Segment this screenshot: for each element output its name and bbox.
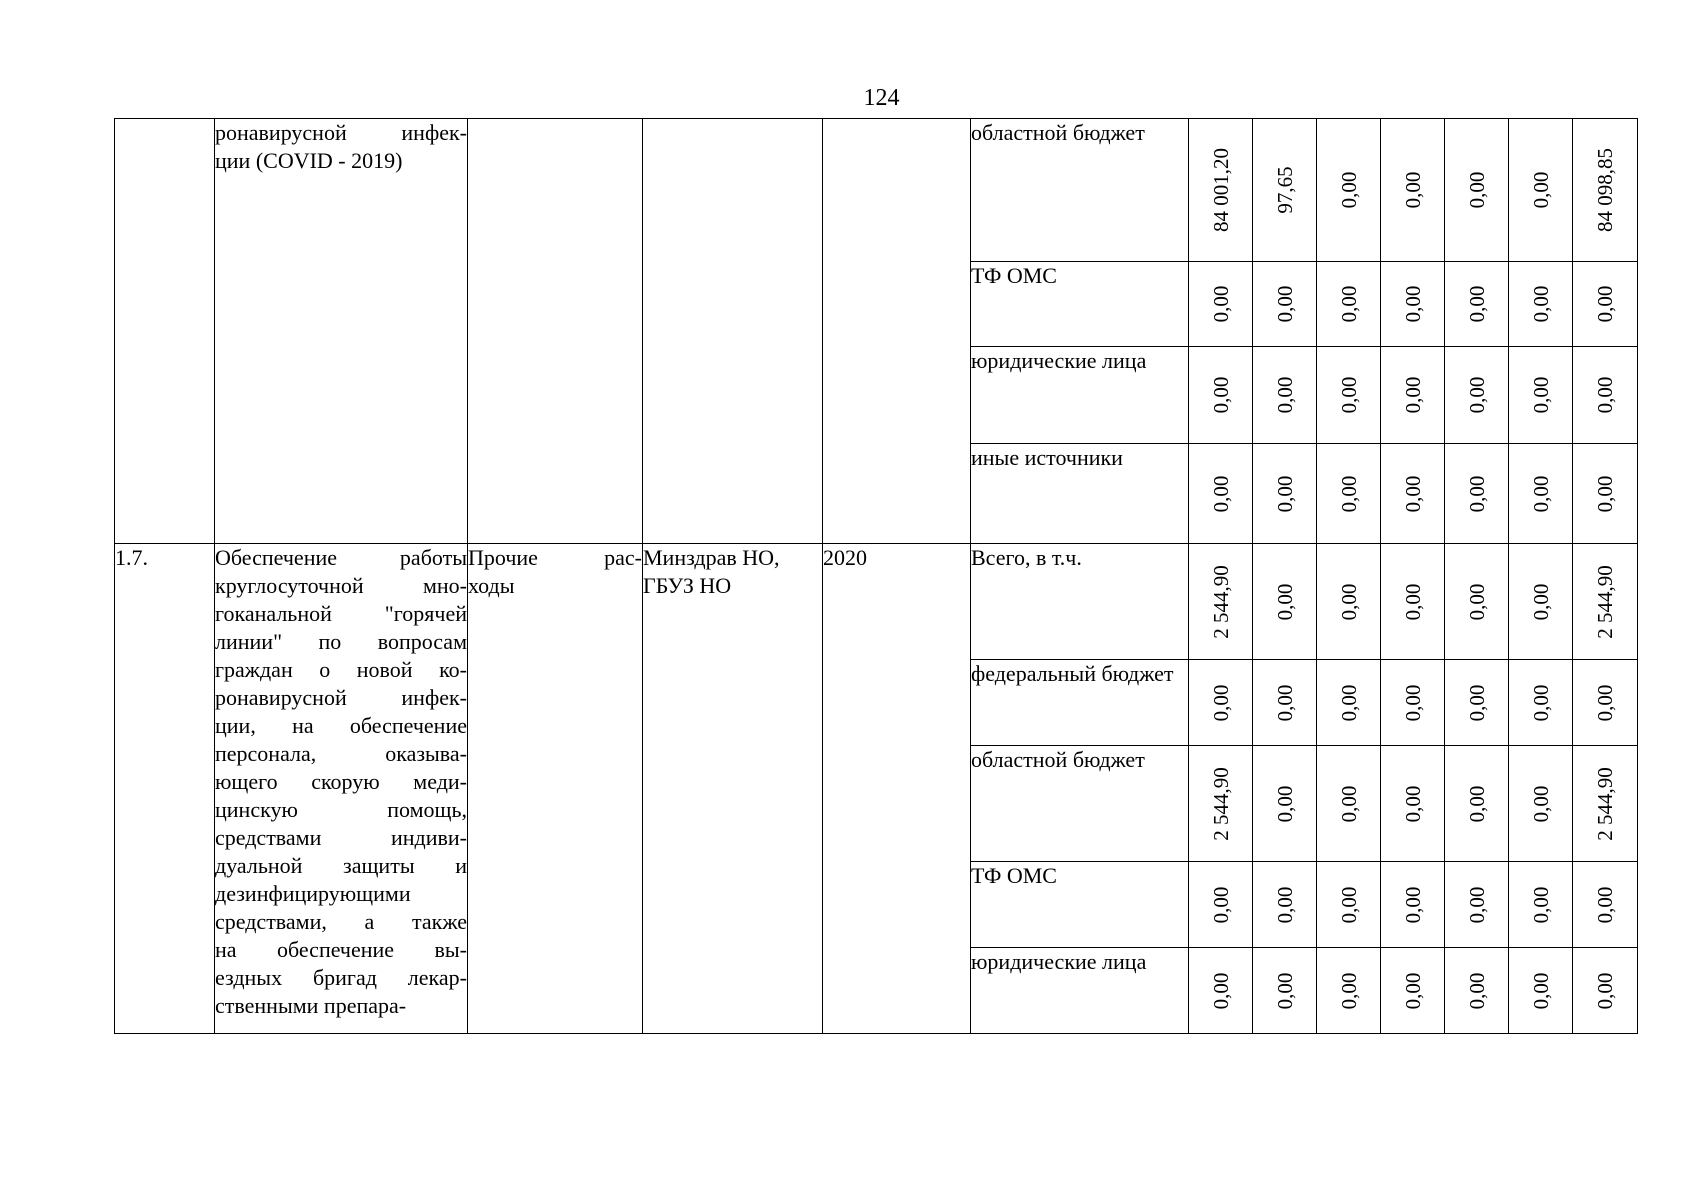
amount-cell bbox=[1573, 660, 1638, 746]
amount-value: 0,00 bbox=[1528, 684, 1553, 721]
measure-description-line: круглосуточной мно- bbox=[215, 573, 467, 598]
amount-cell bbox=[1509, 544, 1573, 660]
expense-category-cell bbox=[468, 119, 643, 544]
amount-value: 0,00 bbox=[1272, 972, 1297, 1009]
amount-cell bbox=[1573, 544, 1638, 660]
amount-value: 0,00 bbox=[1272, 285, 1297, 323]
amount-cell bbox=[1253, 660, 1317, 746]
measure-description-line: цинскую помощь, bbox=[215, 797, 467, 822]
amount-cell bbox=[1317, 862, 1381, 948]
amount-value: 0,00 bbox=[1400, 785, 1425, 822]
amount-value: 0,00 bbox=[1208, 886, 1233, 923]
amount-cell bbox=[1573, 862, 1638, 948]
amount-value: 97,65 bbox=[1272, 166, 1297, 214]
funding-source-cell: федеральный бюджет bbox=[971, 660, 1189, 746]
amount-value: 0,00 bbox=[1400, 972, 1425, 1009]
amount-cell bbox=[1253, 746, 1317, 862]
amount-value: 2 544,90 bbox=[1208, 564, 1233, 639]
amount-cell bbox=[1573, 347, 1638, 444]
amount-value: 0,00 bbox=[1464, 475, 1489, 512]
amount-value: 0,00 bbox=[1336, 171, 1361, 209]
amount-cell bbox=[1509, 746, 1573, 862]
amount-cell bbox=[1445, 262, 1509, 347]
amount-cell bbox=[1317, 660, 1381, 746]
table-row bbox=[115, 544, 1638, 660]
amount-value: 0,00 bbox=[1336, 886, 1361, 923]
amount-cell bbox=[1189, 948, 1253, 1034]
amount-cell bbox=[1445, 746, 1509, 862]
amount-value: 0,00 bbox=[1208, 376, 1233, 414]
amount-value: 0,00 bbox=[1593, 376, 1617, 414]
amount-value: 0,00 bbox=[1593, 886, 1617, 923]
amount-cell bbox=[1381, 660, 1445, 746]
amount-value: 2 544,90 bbox=[1208, 766, 1233, 841]
amount-value: 0,00 bbox=[1464, 171, 1489, 209]
amount-value: 0,00 bbox=[1400, 171, 1425, 209]
amount-cell bbox=[1317, 746, 1381, 862]
row-number-cell: 1.7. bbox=[115, 544, 215, 1034]
budget-table bbox=[114, 118, 1638, 1034]
amount-cell bbox=[1189, 862, 1253, 948]
amount-cell bbox=[1381, 262, 1445, 347]
measure-description bbox=[215, 544, 468, 1034]
amount-value: 0,00 bbox=[1593, 972, 1617, 1009]
funding-source-cell: юридические лица bbox=[971, 948, 1189, 1034]
row-number-cell bbox=[115, 119, 215, 544]
amount-cell bbox=[1509, 660, 1573, 746]
amount-cell bbox=[1509, 444, 1573, 544]
amount-cell bbox=[1573, 746, 1638, 862]
amount-cell bbox=[1509, 948, 1573, 1034]
amount-value: 0,00 bbox=[1464, 785, 1489, 822]
amount-cell bbox=[1381, 862, 1445, 948]
amount-cell bbox=[1253, 948, 1317, 1034]
amount-value: 0,00 bbox=[1272, 684, 1297, 721]
amount-value: 0,00 bbox=[1528, 376, 1553, 414]
amount-cell bbox=[1189, 660, 1253, 746]
amount-cell bbox=[1253, 544, 1317, 660]
amount-value: 84 001,20 bbox=[1208, 148, 1233, 232]
amount-cell bbox=[1253, 119, 1317, 262]
measure-description-line: дуальной защиты и bbox=[215, 853, 467, 878]
amount-value: 0,00 bbox=[1208, 285, 1233, 323]
amount-value: 2 544,90 bbox=[1593, 564, 1617, 639]
amount-value: 0,00 bbox=[1336, 583, 1361, 620]
year-cell bbox=[823, 119, 971, 544]
amount-value: 0,00 bbox=[1464, 583, 1489, 620]
amount-cell bbox=[1445, 862, 1509, 948]
amount-value: 0,00 bbox=[1528, 583, 1553, 620]
executor-line: Минздрав НО, bbox=[643, 545, 780, 570]
amount-cell bbox=[1509, 262, 1573, 347]
amount-value: 0,00 bbox=[1400, 475, 1425, 512]
amount-value: 0,00 bbox=[1400, 376, 1425, 414]
amount-cell bbox=[1253, 347, 1317, 444]
amount-cell bbox=[1189, 347, 1253, 444]
measure-description-line: граждан о новой ко- bbox=[215, 657, 467, 682]
amount-cell bbox=[1445, 119, 1509, 262]
amount-value: 0,00 bbox=[1528, 972, 1553, 1009]
amount-cell bbox=[1189, 119, 1253, 262]
amount-value: 0,00 bbox=[1272, 475, 1297, 512]
amount-cell bbox=[1381, 544, 1445, 660]
measure-description-line: ции, на обеспечение bbox=[215, 713, 467, 738]
amount-value: 0,00 bbox=[1464, 285, 1489, 323]
page-number: 124 bbox=[863, 85, 900, 111]
amount-cell bbox=[1381, 119, 1445, 262]
amount-cell bbox=[1445, 948, 1509, 1034]
amount-value: 0,00 bbox=[1336, 376, 1361, 414]
expense-category-line: Прочие рас- bbox=[468, 545, 642, 570]
amount-value: 0,00 bbox=[1400, 583, 1425, 620]
amount-value: 0,00 bbox=[1464, 684, 1489, 721]
amount-cell bbox=[1509, 347, 1573, 444]
amount-value: 0,00 bbox=[1400, 886, 1425, 923]
amount-cell bbox=[1189, 262, 1253, 347]
amount-value: 0,00 bbox=[1464, 972, 1489, 1009]
measure-description-line: Обеспечение работы bbox=[215, 545, 467, 570]
amount-value: 0,00 bbox=[1272, 376, 1297, 414]
measure-description-line: на обеспечение вы- bbox=[215, 937, 467, 962]
funding-source-cell: областной бюджет bbox=[971, 746, 1189, 862]
amount-value: 0,00 bbox=[1593, 475, 1617, 512]
amount-value: 0,00 bbox=[1400, 684, 1425, 721]
amount-value: 0,00 bbox=[1336, 285, 1361, 323]
measure-description-line: персонала, оказыва- bbox=[215, 741, 467, 766]
amount-value: 0,00 bbox=[1528, 475, 1553, 512]
measure-description-line: гоканальной "горячей bbox=[215, 601, 467, 626]
amount-cell bbox=[1445, 544, 1509, 660]
amount-cell bbox=[1573, 948, 1638, 1034]
expense-category bbox=[468, 544, 643, 1034]
amount-cell bbox=[1573, 444, 1638, 544]
amount-value: 0,00 bbox=[1272, 886, 1297, 923]
executor bbox=[643, 544, 823, 1034]
amount-cell bbox=[1317, 544, 1381, 660]
measure-description-line: дезинфицирующими bbox=[215, 881, 411, 906]
amount-cell bbox=[1189, 544, 1253, 660]
funding-source-cell: ТФ ОМС bbox=[971, 262, 1189, 347]
amount-cell bbox=[1509, 862, 1573, 948]
amount-value: 0,00 bbox=[1336, 475, 1361, 512]
amount-cell bbox=[1253, 862, 1317, 948]
amount-cell bbox=[1317, 444, 1381, 544]
measure-description-line: ронавирусной инфек- bbox=[215, 120, 467, 145]
amount-cell bbox=[1317, 347, 1381, 444]
amount-value: 0,00 bbox=[1208, 684, 1233, 721]
amount-cell bbox=[1253, 444, 1317, 544]
amount-value: 0,00 bbox=[1528, 285, 1553, 323]
amount-cell bbox=[1189, 444, 1253, 544]
amount-cell bbox=[1445, 347, 1509, 444]
amount-value: 0,00 bbox=[1336, 785, 1361, 822]
amount-value: 0,00 bbox=[1528, 785, 1553, 822]
amount-cell bbox=[1509, 119, 1573, 262]
measure-description-line: ронавирусной инфек- bbox=[215, 685, 467, 710]
amount-cell bbox=[1189, 746, 1253, 862]
amount-cell bbox=[1253, 262, 1317, 347]
amount-value: 0,00 bbox=[1593, 684, 1617, 721]
funding-source-cell: ТФ ОМС bbox=[971, 862, 1189, 948]
amount-value: 84 098,85 bbox=[1593, 148, 1617, 232]
measure-description bbox=[215, 119, 468, 544]
amount-value: 0,00 bbox=[1464, 376, 1489, 414]
executor-line: ГБУЗ НО bbox=[643, 573, 732, 598]
amount-value: 0,00 bbox=[1208, 475, 1233, 512]
amount-value: 0,00 bbox=[1336, 972, 1361, 1009]
amount-cell bbox=[1317, 948, 1381, 1034]
amount-cell bbox=[1381, 347, 1445, 444]
amount-cell bbox=[1573, 119, 1638, 262]
table-row bbox=[115, 119, 1638, 262]
amount-cell bbox=[1381, 948, 1445, 1034]
amount-value: 0,00 bbox=[1464, 886, 1489, 923]
amount-cell bbox=[1381, 444, 1445, 544]
executor-cell bbox=[643, 119, 823, 544]
amount-cell bbox=[1317, 119, 1381, 262]
measure-description-line: ющего скорую меди- bbox=[215, 769, 467, 794]
amount-value: 0,00 bbox=[1272, 583, 1297, 620]
funding-source-cell: юридические лица bbox=[971, 347, 1189, 444]
amount-cell bbox=[1573, 262, 1638, 347]
amount-cell bbox=[1445, 444, 1509, 544]
measure-description-line: средствами индиви- bbox=[215, 825, 467, 850]
amount-value: 0,00 bbox=[1593, 285, 1617, 323]
measure-description-line: ездных бригад лекар- bbox=[215, 965, 467, 990]
amount-value: 0,00 bbox=[1208, 972, 1233, 1009]
amount-cell bbox=[1381, 746, 1445, 862]
measure-description-line: линии" по вопросам bbox=[215, 629, 467, 654]
amount-value: 0,00 bbox=[1272, 785, 1297, 822]
expense-category-line: ходы bbox=[468, 573, 515, 598]
measure-description-line: средствами, а также bbox=[215, 909, 467, 934]
measure-description-line: ственными препара- bbox=[215, 993, 407, 1018]
funding-source-cell: Всего, в т.ч. bbox=[971, 544, 1189, 660]
amount-value: 0,00 bbox=[1400, 285, 1425, 323]
measure-description-line: ции (COVID - 2019) bbox=[215, 148, 403, 173]
amount-value: 0,00 bbox=[1528, 171, 1553, 209]
amount-cell bbox=[1445, 660, 1509, 746]
funding-source-cell: областной бюджет bbox=[971, 119, 1189, 262]
amount-cell bbox=[1317, 262, 1381, 347]
amount-value: 0,00 bbox=[1336, 684, 1361, 721]
year-cell: 2020 bbox=[823, 544, 971, 1034]
funding-source-cell: иные источники bbox=[971, 444, 1189, 544]
amount-value: 2 544,90 bbox=[1593, 766, 1617, 841]
amount-value: 0,00 bbox=[1528, 886, 1553, 923]
